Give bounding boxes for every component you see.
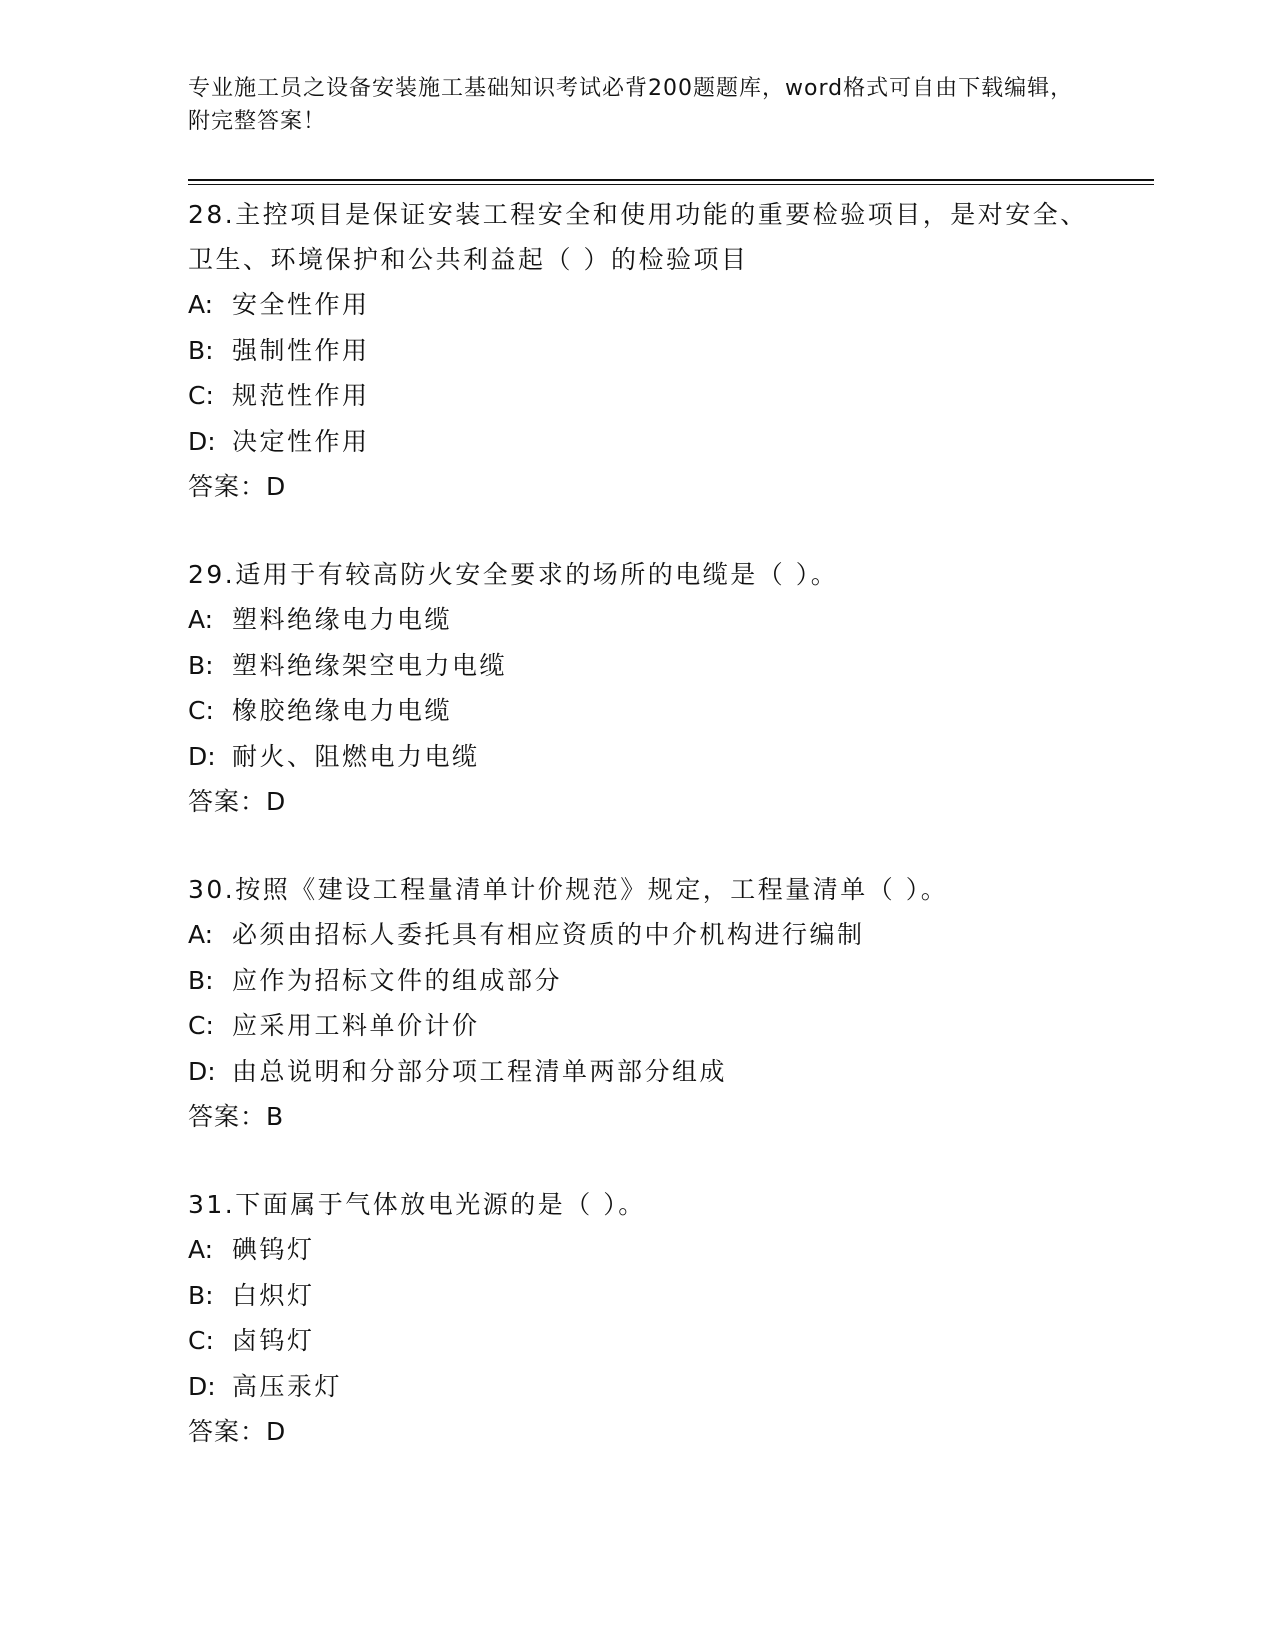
question-number: 28. bbox=[188, 200, 236, 229]
option-key: D: bbox=[188, 426, 216, 456]
option-key: C: bbox=[188, 1326, 214, 1355]
option-text: 塑料绝缘电力电缆 bbox=[232, 605, 453, 634]
question-stem bbox=[188, 1182, 1088, 1227]
option-text: 规范性作用 bbox=[232, 381, 370, 410]
option-key: A: bbox=[188, 290, 214, 319]
answer-line: 答案：D bbox=[188, 787, 287, 816]
option-text: 必须由招标人委托具有相应资质的中介机构进行编制 bbox=[232, 920, 865, 949]
answer-line: 答案：B bbox=[188, 1102, 285, 1131]
option-d bbox=[188, 419, 1088, 465]
option-key: B: bbox=[188, 965, 214, 995]
option-key: B: bbox=[188, 650, 214, 680]
question-28 bbox=[188, 192, 1088, 509]
option-text: 安全性作用 bbox=[232, 290, 370, 319]
option-text: 塑料绝缘架空电力电缆 bbox=[232, 650, 508, 680]
option-key: D: bbox=[188, 1056, 216, 1086]
option-d bbox=[188, 1049, 1088, 1095]
option-key: B: bbox=[188, 1280, 214, 1310]
option-a bbox=[188, 282, 1088, 328]
option-key: B: bbox=[188, 335, 214, 365]
question-number: 31. bbox=[188, 1190, 236, 1219]
option-key: A: bbox=[188, 605, 214, 634]
question-stem bbox=[188, 552, 1088, 597]
question-29 bbox=[188, 552, 1088, 824]
option-a bbox=[188, 597, 1088, 643]
option-text: 耐火、阻燃电力电缆 bbox=[232, 741, 480, 771]
option-text: 高压汞灯 bbox=[232, 1371, 343, 1401]
answer-line: 答案：D bbox=[188, 1417, 287, 1446]
question-stem bbox=[188, 192, 1088, 282]
option-key: D: bbox=[188, 1371, 216, 1401]
question-31 bbox=[188, 1182, 1088, 1454]
option-text: 决定性作用 bbox=[232, 426, 370, 456]
option-text: 卤钨灯 bbox=[232, 1326, 315, 1355]
option-c bbox=[188, 688, 1088, 734]
question-stem bbox=[188, 867, 1088, 912]
option-key: A: bbox=[188, 920, 214, 949]
option-text: 由总说明和分部分项工程清单两部分组成 bbox=[232, 1056, 728, 1086]
option-c bbox=[188, 373, 1088, 419]
option-key: C: bbox=[188, 696, 214, 725]
option-key: A: bbox=[188, 1235, 214, 1264]
question-text: 适用于有较高防火安全要求的场所的电缆是（ ）。 bbox=[235, 560, 839, 589]
option-b bbox=[188, 1273, 1088, 1319]
option-b bbox=[188, 328, 1088, 374]
option-key: C: bbox=[188, 381, 214, 410]
option-c bbox=[188, 1318, 1088, 1364]
question-30 bbox=[188, 867, 1088, 1139]
option-c bbox=[188, 1003, 1088, 1049]
option-a bbox=[188, 1227, 1088, 1273]
option-text: 橡胶绝缘电力电缆 bbox=[232, 696, 453, 725]
option-text: 应作为招标文件的组成部分 bbox=[232, 965, 563, 995]
option-d bbox=[188, 734, 1088, 780]
question-list bbox=[188, 192, 1088, 1497]
question-text: 下面属于气体放电光源的是（ ）。 bbox=[235, 1190, 646, 1219]
option-text: 应采用工料单价计价 bbox=[232, 1011, 480, 1040]
option-d bbox=[188, 1364, 1088, 1410]
option-text: 碘钨灯 bbox=[232, 1235, 315, 1264]
option-b bbox=[188, 643, 1088, 689]
question-number: 29. bbox=[188, 560, 236, 589]
document-header-title: 专业施工员之设备安装施工基础知识考试必背200题题库，word格式可自由下载编辑，附完整答案！ bbox=[188, 76, 1074, 134]
question-text: 按照《建设工程量清单计价规范》规定，工程量清单（ ）。 bbox=[235, 875, 949, 904]
question-number: 30. bbox=[188, 875, 236, 904]
option-key: C: bbox=[188, 1011, 214, 1040]
option-key: D: bbox=[188, 741, 216, 771]
option-text: 强制性作用 bbox=[232, 335, 370, 365]
option-a bbox=[188, 912, 1088, 958]
question-text: 主控项目是保证安装工程安全和使用功能的重要检验项目，是对安全、卫生、环境保护和公共利益起（ ）的检验项目 bbox=[188, 200, 1088, 274]
header-divider-thin bbox=[188, 184, 1154, 185]
header-divider-thick bbox=[188, 179, 1154, 181]
answer-line: 答案：D bbox=[188, 472, 287, 501]
option-b bbox=[188, 958, 1088, 1004]
option-text: 白炽灯 bbox=[232, 1280, 315, 1310]
